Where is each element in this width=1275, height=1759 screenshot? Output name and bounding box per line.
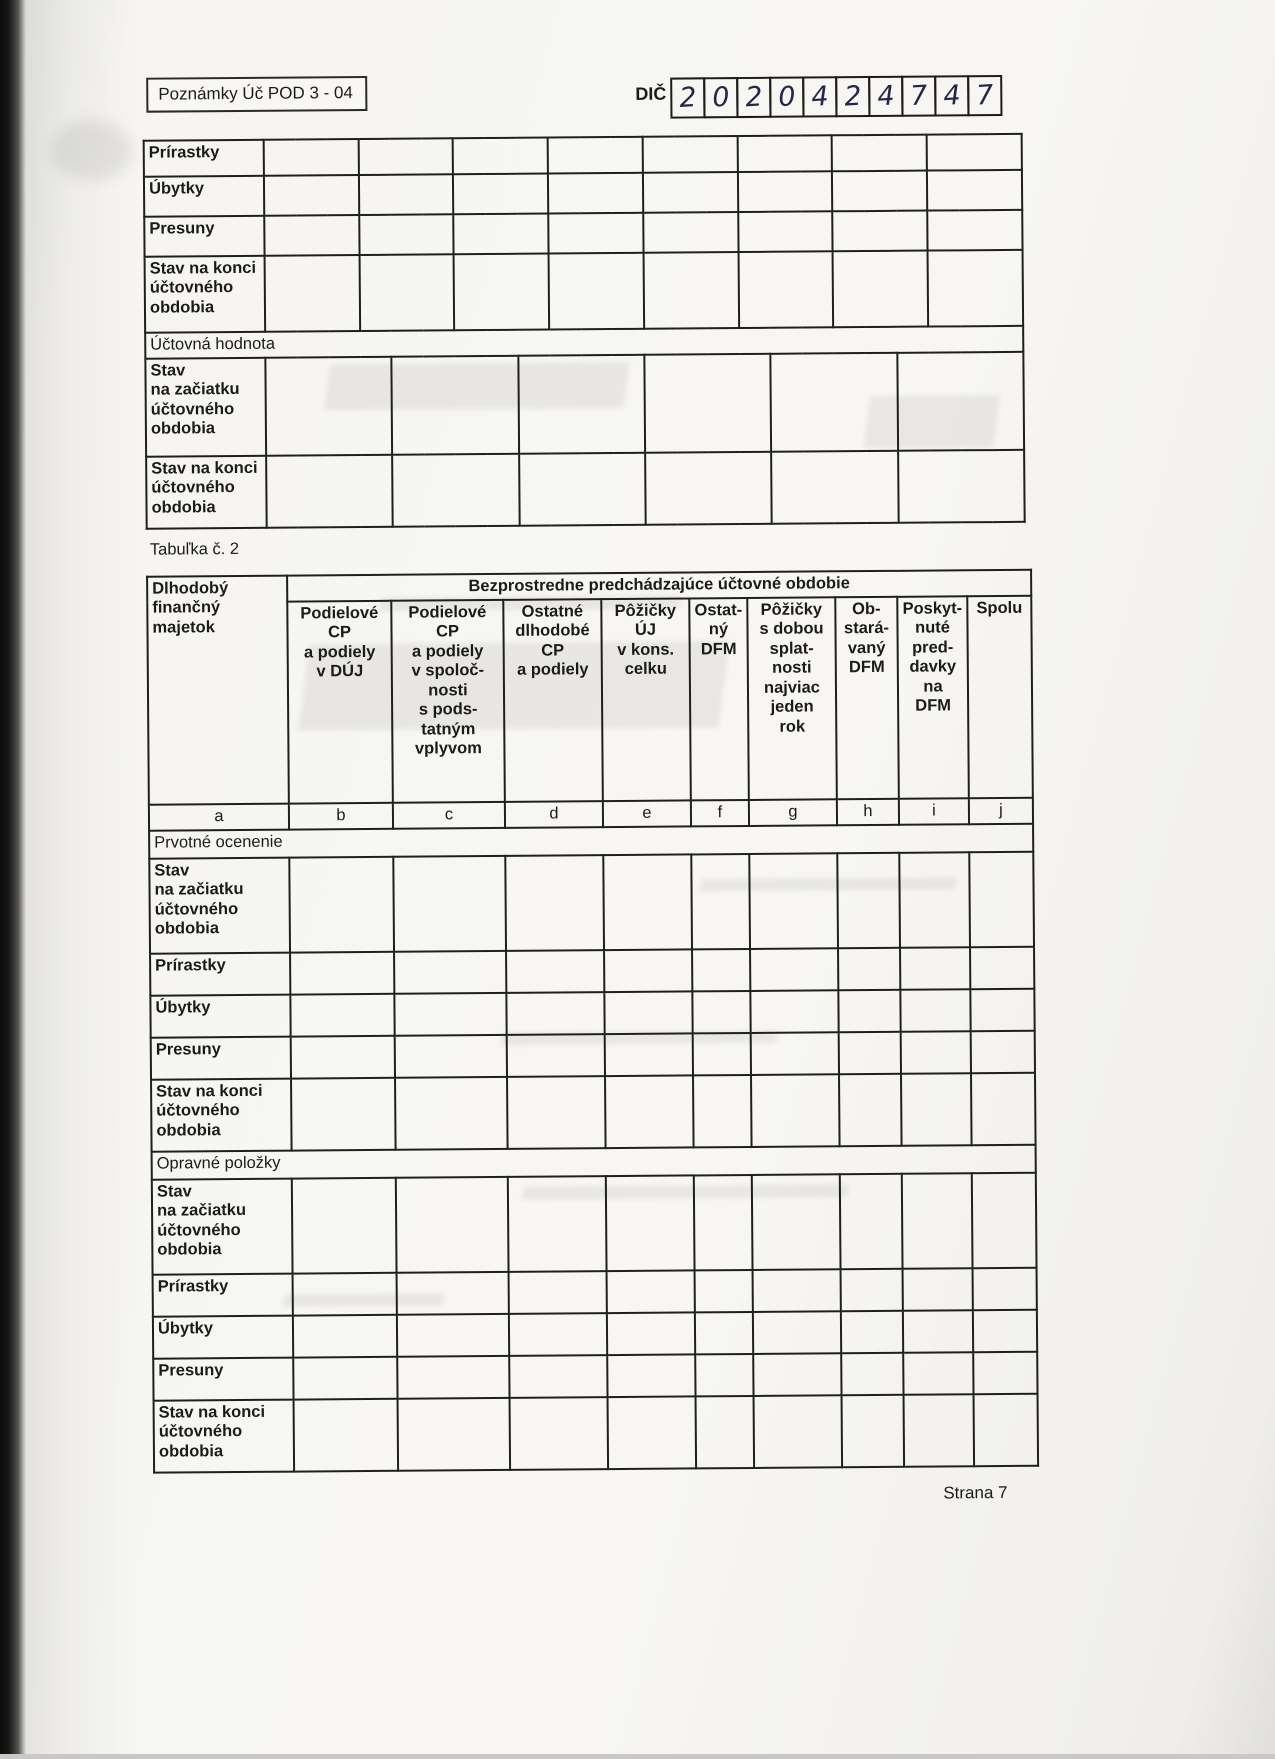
- empty-data-cell: [359, 174, 454, 215]
- empty-data-cell: [928, 250, 1023, 327]
- empty-data-cell: [507, 1034, 605, 1077]
- table-row: [145, 250, 1024, 333]
- dic-digit: 7: [909, 80, 928, 112]
- page-number: Strana 7: [943, 1483, 1007, 1504]
- empty-data-cell: [607, 1312, 695, 1355]
- empty-data-cell: [840, 1174, 903, 1269]
- dic-boxes: [672, 75, 1002, 119]
- column-header-j: Spolu: [967, 596, 1033, 798]
- empty-data-cell: [901, 1031, 971, 1074]
- row-label: Úbytky: [150, 995, 290, 1038]
- empty-data-cell: [291, 1036, 395, 1079]
- empty-data-cell: [970, 989, 1034, 1032]
- empty-data-cell: [904, 1394, 975, 1467]
- empty-data-cell: [548, 137, 643, 174]
- empty-data-cell: [293, 1357, 397, 1400]
- empty-data-cell: [695, 1270, 753, 1312]
- empty-data-cell: [971, 1073, 1036, 1146]
- empty-data-cell: [841, 1311, 903, 1353]
- empty-data-cell: [605, 1033, 693, 1076]
- empty-data-cell: [604, 949, 692, 992]
- empty-data-cell: [509, 1313, 607, 1356]
- empty-data-cell: [972, 1173, 1037, 1269]
- empty-data-cell: [751, 1032, 839, 1075]
- empty-data-cell: [971, 1031, 1035, 1074]
- empty-data-cell: [396, 1177, 509, 1273]
- empty-data-cell: [510, 1397, 609, 1470]
- empty-data-cell: [752, 1174, 841, 1270]
- empty-data-cell: [291, 1078, 396, 1151]
- table-row: [153, 1310, 1037, 1359]
- column-letter: g: [749, 799, 837, 826]
- row-label: Presuny: [153, 1358, 293, 1401]
- empty-data-cell: [903, 1352, 973, 1395]
- row-label: Prírastky: [144, 140, 264, 177]
- column-header-d: Ostatné dlhodobé CP a podiely: [503, 599, 603, 802]
- empty-data-cell: [548, 173, 643, 214]
- dic-digit: 4: [876, 80, 895, 112]
- row-label: Stav na začiatku účtovného obdobia: [149, 858, 290, 954]
- empty-data-cell: [290, 994, 394, 1037]
- empty-data-cell: [264, 215, 359, 256]
- empty-data-cell: [509, 1271, 607, 1314]
- empty-data-cell: [645, 452, 772, 525]
- empty-data-cell: [265, 357, 392, 456]
- empty-data-cell: [603, 854, 692, 950]
- period-banner: Bezprostredne predchádzajúce účtovné obdobie: [287, 570, 1031, 602]
- dic-digit-box: [835, 76, 870, 117]
- empty-data-cell: [644, 354, 771, 453]
- empty-data-cell: [771, 353, 898, 452]
- dic-digit: 4: [810, 81, 829, 113]
- dic-digit-box: [736, 77, 771, 118]
- empty-data-cell: [832, 135, 927, 172]
- row-label: Stav na začiatku účtovného obdobia: [145, 358, 266, 457]
- section-label: Prvotné ocenenie: [149, 824, 1033, 859]
- dic-digit: 0: [711, 82, 730, 114]
- table-row: [144, 210, 1022, 257]
- empty-data-cell: [696, 1396, 755, 1468]
- dic-digit-box: [769, 77, 804, 118]
- table-row: [153, 1268, 1037, 1317]
- empty-data-cell: [749, 853, 838, 949]
- column-header-b: Podielové CP a podiely v DÚJ: [287, 601, 393, 804]
- column-header-i: Poskyt- nuté pred- davky na DFM: [897, 596, 969, 799]
- column-header-h: Ob- stará- vaný DFM: [835, 597, 899, 799]
- empty-data-cell: [738, 251, 833, 328]
- empty-data-cell: [293, 1273, 397, 1316]
- empty-data-cell: [604, 991, 692, 1034]
- empty-data-cell: [833, 251, 928, 328]
- empty-data-cell: [738, 211, 833, 252]
- row-label: Presuny: [144, 216, 264, 257]
- empty-data-cell: [608, 1396, 697, 1469]
- empty-data-cell: [453, 138, 548, 175]
- empty-data-cell: [692, 949, 750, 991]
- empty-data-cell: [507, 1076, 606, 1149]
- empty-data-cell: [548, 213, 643, 254]
- column-letter: i: [899, 798, 969, 825]
- dic-label: DIČ: [635, 78, 666, 105]
- empty-data-cell: [833, 211, 928, 252]
- empty-data-cell: [607, 1354, 695, 1397]
- empty-data-cell: [607, 1270, 695, 1313]
- dic-digit: 0: [777, 81, 796, 113]
- form-title: Poznámky Úč POD 3 - 04: [158, 83, 353, 104]
- empty-data-cell: [290, 952, 394, 995]
- dic-digit-box: [901, 75, 936, 116]
- row-label: Stav na konci účtovného obdobia: [151, 1079, 292, 1152]
- empty-data-cell: [392, 454, 519, 527]
- empty-data-cell: [900, 989, 970, 1032]
- empty-data-cell: [838, 990, 900, 1032]
- empty-data-cell: [395, 1077, 508, 1150]
- row-label: Stav na konci účtovného obdobia: [154, 1400, 295, 1473]
- empty-data-cell: [771, 451, 898, 524]
- empty-data-cell: [838, 948, 900, 990]
- row-label: Prírastky: [153, 1274, 293, 1317]
- column-header-e: Pôžičky ÚJ v kons. celku: [601, 598, 691, 801]
- table-row: [144, 170, 1022, 217]
- empty-data-cell: [397, 1272, 509, 1315]
- empty-data-cell: [754, 1395, 843, 1468]
- empty-data-cell: [508, 1176, 607, 1272]
- empty-data-cell: [750, 948, 838, 991]
- empty-data-cell: [359, 214, 454, 255]
- empty-data-cell: [643, 172, 738, 213]
- empty-data-cell: [841, 1353, 903, 1395]
- empty-data-cell: [902, 1173, 973, 1269]
- empty-data-cell: [359, 254, 454, 331]
- column-a-header: Dlhodobý finančný majetok: [147, 576, 289, 805]
- column-letter: h: [837, 799, 899, 825]
- column-letter: j: [969, 798, 1033, 825]
- table-row: [152, 1173, 1037, 1275]
- empty-data-cell: [751, 1074, 840, 1147]
- row-label: Prírastky: [150, 953, 290, 996]
- empty-data-cell: [695, 1312, 753, 1354]
- dic-digit: 7: [975, 80, 994, 112]
- empty-data-cell: [753, 1269, 841, 1312]
- column-letter: e: [603, 800, 691, 827]
- section-label: Opravné položky: [152, 1145, 1036, 1180]
- dic-digit: 2: [843, 81, 862, 113]
- table-row: [154, 1394, 1039, 1473]
- empty-data-cell: [505, 855, 604, 951]
- empty-data-cell: [397, 1356, 509, 1399]
- empty-data-cell: [750, 990, 838, 1033]
- table-row: [150, 947, 1034, 996]
- empty-data-cell: [973, 1268, 1037, 1311]
- empty-data-cell: [358, 138, 453, 175]
- empty-data-cell: [294, 1399, 399, 1472]
- dic-digit-box: [670, 77, 705, 118]
- empty-data-cell: [395, 1035, 507, 1078]
- dic-digit-box: [703, 77, 738, 118]
- empty-data-cell: [397, 1314, 509, 1357]
- empty-data-cell: [841, 1269, 903, 1311]
- empty-data-cell: [264, 139, 359, 176]
- empty-data-cell: [832, 171, 927, 212]
- empty-data-cell: [693, 1033, 751, 1075]
- table1-continuation: [143, 133, 1026, 530]
- column-letter: a: [149, 804, 289, 831]
- row-label: Stav na konci účtovného obdobia: [145, 256, 266, 333]
- empty-data-cell: [903, 1310, 973, 1353]
- table2: [146, 569, 1039, 1474]
- dic-digit: 4: [942, 80, 961, 112]
- table-row: [146, 450, 1025, 529]
- column-letter: f: [691, 800, 749, 826]
- empty-data-cell: [973, 1310, 1037, 1353]
- empty-data-cell: [692, 991, 750, 1033]
- empty-data-cell: [393, 856, 506, 952]
- row-label: Úbytky: [144, 176, 264, 217]
- table2-caption: Tabuľka č. 2: [150, 540, 239, 560]
- empty-data-cell: [691, 854, 750, 949]
- empty-data-cell: [900, 947, 970, 990]
- form-title-box: [146, 76, 367, 113]
- empty-data-cell: [266, 455, 393, 528]
- column-header-g: Pôžičky s dobou splat- nosti najviac jeden rok: [747, 597, 837, 800]
- row-label: Úbytky: [153, 1316, 293, 1359]
- table-row: [150, 989, 1034, 1038]
- empty-data-cell: [970, 947, 1034, 990]
- column-header-f: Ostat- ný DFM: [689, 598, 749, 800]
- empty-data-cell: [899, 852, 970, 948]
- empty-data-cell: [394, 993, 506, 1036]
- dic-digit-box: [967, 75, 1002, 116]
- empty-data-cell: [969, 852, 1034, 948]
- empty-data-cell: [519, 453, 646, 526]
- empty-data-cell: [293, 1315, 397, 1358]
- empty-data-cell: [549, 253, 644, 330]
- empty-data-cell: [264, 175, 359, 216]
- column-letter: c: [393, 802, 505, 829]
- empty-data-cell: [643, 212, 738, 253]
- row-label: Presuny: [151, 1037, 291, 1080]
- empty-data-cell: [738, 171, 833, 212]
- empty-data-cell: [506, 950, 604, 993]
- empty-data-cell: [898, 450, 1025, 523]
- empty-data-cell: [901, 1073, 972, 1146]
- empty-data-cell: [454, 254, 549, 331]
- empty-data-cell: [643, 136, 738, 173]
- empty-data-cell: [694, 1175, 753, 1270]
- dic-field: [635, 75, 1002, 119]
- empty-data-cell: [292, 1178, 397, 1274]
- empty-data-cell: [606, 1175, 695, 1271]
- empty-data-cell: [927, 134, 1022, 171]
- table-row: [153, 1352, 1037, 1401]
- empty-data-cell: [265, 255, 360, 332]
- section-label: Účtovná hodnota: [145, 326, 1023, 359]
- empty-data-cell: [289, 857, 394, 953]
- dic-digit: 2: [678, 82, 697, 114]
- row-label: Stav na konci účtovného obdobia: [146, 456, 267, 529]
- row-label: Stav na začiatku účtovného obdobia: [152, 1179, 293, 1275]
- empty-data-cell: [753, 1353, 841, 1396]
- empty-data-cell: [737, 135, 832, 172]
- empty-data-cell: [453, 174, 548, 215]
- empty-data-cell: [842, 1395, 905, 1467]
- empty-data-cell: [973, 1352, 1037, 1395]
- empty-data-cell: [927, 210, 1022, 251]
- table-row: [145, 352, 1024, 457]
- empty-data-cell: [605, 1075, 694, 1148]
- empty-data-cell: [837, 853, 900, 948]
- empty-data-cell: [903, 1268, 973, 1311]
- empty-data-cell: [897, 352, 1024, 451]
- empty-data-cell: [839, 1074, 902, 1146]
- table-row: [151, 1031, 1035, 1080]
- column-header-c: Podielové CP a podiely v spoloč- nosti s pods- tatným vplyvom: [391, 600, 505, 803]
- empty-data-cell: [454, 214, 549, 255]
- column-letter: d: [505, 801, 603, 828]
- table-row: [149, 852, 1034, 954]
- empty-data-cell: [695, 1354, 753, 1396]
- dic-digit: 2: [744, 81, 763, 113]
- empty-data-cell: [398, 1398, 511, 1471]
- dic-digit-box: [934, 75, 969, 116]
- dic-digit-box: [868, 76, 903, 117]
- empty-data-cell: [974, 1394, 1039, 1467]
- empty-data-cell: [927, 170, 1022, 211]
- empty-data-cell: [506, 992, 604, 1035]
- empty-data-cell: [839, 1032, 901, 1074]
- empty-data-cell: [693, 1075, 752, 1147]
- table-row: [151, 1073, 1036, 1152]
- empty-data-cell: [509, 1355, 607, 1398]
- empty-data-cell: [643, 252, 738, 329]
- empty-data-cell: [518, 355, 645, 454]
- empty-data-cell: [394, 951, 506, 994]
- dic-digit-box: [802, 76, 837, 117]
- empty-data-cell: [392, 356, 519, 455]
- column-letter: b: [289, 803, 393, 830]
- empty-data-cell: [753, 1311, 841, 1354]
